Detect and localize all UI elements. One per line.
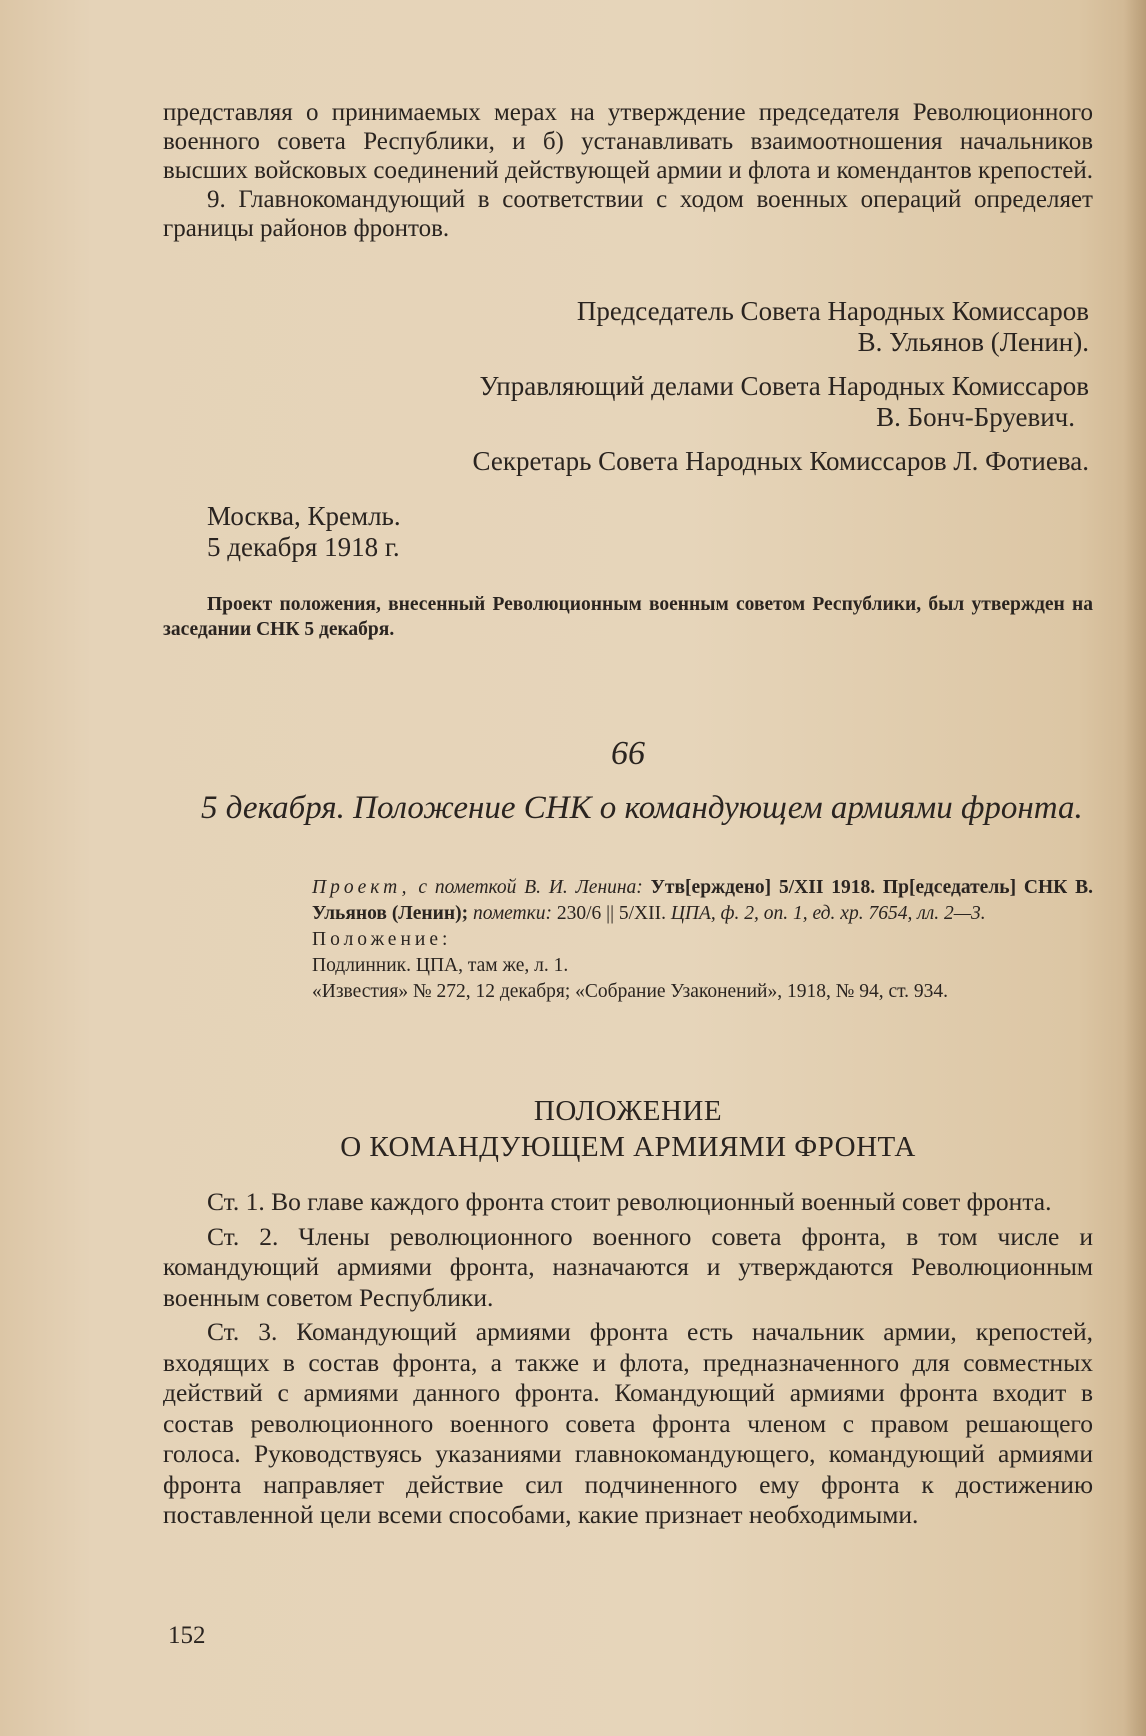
continued-paragraph: представляя о принимаемых мерах на утверждение председателя Революционного военного совета Республики, и б) устанавливать взаимоотношения начальников высших войсковых соединений действующей армии и флота и комендантов крепостей. xyxy=(163,99,1093,184)
note-text: Проект положения, внесенный Революционным военным советом Республики, был утвержден на заседании СНК 5 декабря. xyxy=(163,594,1093,640)
heading-line-2: О КОМАНДУЮЩЕМ АРМИЯМИ ФРОНТА xyxy=(340,1131,916,1163)
place-line: Москва, Кремль. xyxy=(207,501,401,531)
chairman-title: Председатель Совета Народных Комиссаров xyxy=(576,296,1089,326)
document-header xyxy=(163,735,1093,827)
page-edge-shadow xyxy=(1124,0,1146,1736)
point-9: 9. Главнокомандующий в соответствии с ходом военных операций определяет границы районов фронтов. xyxy=(163,186,1093,242)
source-1-approval: Утв[ерждено] 5/XII 1918. Пр[едседатель] СНК В. Ульянов (Ленин); xyxy=(312,877,1093,924)
manager-title: Управляющий делами Совета Народных Комиссаров xyxy=(479,371,1089,401)
page-number: 152 xyxy=(168,1622,206,1649)
chairman-name: В. Ульянов (Ленин). xyxy=(857,327,1089,357)
source-1-text: с пометкой В. И. Ленина: xyxy=(410,877,651,898)
secretary-line: Секретарь Совета Народных Комиссаров Л. Фотиева. xyxy=(472,446,1089,476)
article-1: Ст. 1. Во главе каждого фронта стоит революционный военный совет фронта. xyxy=(207,1187,1052,1216)
sources-block xyxy=(312,875,1093,1005)
section-heading xyxy=(163,1093,1093,1165)
articles xyxy=(163,1187,1093,1531)
document-title: 5 декабря. Положение СНК о командующем армиями фронта. xyxy=(201,790,1083,826)
date-line: 5 декабря 1918 г. xyxy=(207,532,400,562)
source-1-marks-label: пометки: xyxy=(468,903,557,924)
source-1-label: Проект, xyxy=(312,877,411,898)
document-number: 66 xyxy=(611,735,645,772)
signature-block xyxy=(163,296,1093,477)
source-1-archive: ЦПА, ф. 2, оп. 1, ед. хр. 7654, лл. 2—3. xyxy=(665,903,986,924)
source-1 xyxy=(312,875,1093,927)
heading-line-1: ПОЛОЖЕНИЕ xyxy=(533,1095,723,1127)
editorial-note xyxy=(163,592,1093,642)
manager-name: В. Бонч-Бруевич. xyxy=(876,402,1075,432)
article-2: Ст. 2. Члены революционного военного совета фронта, в том числе и командующий армиями фронта, назначаются и утверждаются Революционным военным советом Республики. xyxy=(163,1221,1093,1312)
article-3: Ст. 3. Командующий армиями фронта есть начальник армии, крепостей, входящих в состав фронта, а также и флота, предназначенного для совместных действий с армиями данного фронта. Командующий армиями фронта входит в состав революционного военного совета фронта членом с правом решающего голоса. Руководствуясь указаниями главнокомандующего, командующий армиями фронта направляет действие сил подчиненного ему фронта к достижению поставленной цели всеми способами, какие признает необходимыми. xyxy=(163,1317,1093,1529)
source-4: «Известия» № 272, 12 декабря; «Собрание Узаконений», 1918, № 94, ст. 934. xyxy=(312,981,949,1002)
source-1-marks: 230/6 || 5/XII. xyxy=(556,903,666,924)
place-date-block xyxy=(163,501,1093,563)
top-section xyxy=(163,98,1093,243)
source-2-label: Положение: xyxy=(312,929,452,950)
source-3: Подлинник. ЦПА, там же, л. 1. xyxy=(312,955,569,976)
